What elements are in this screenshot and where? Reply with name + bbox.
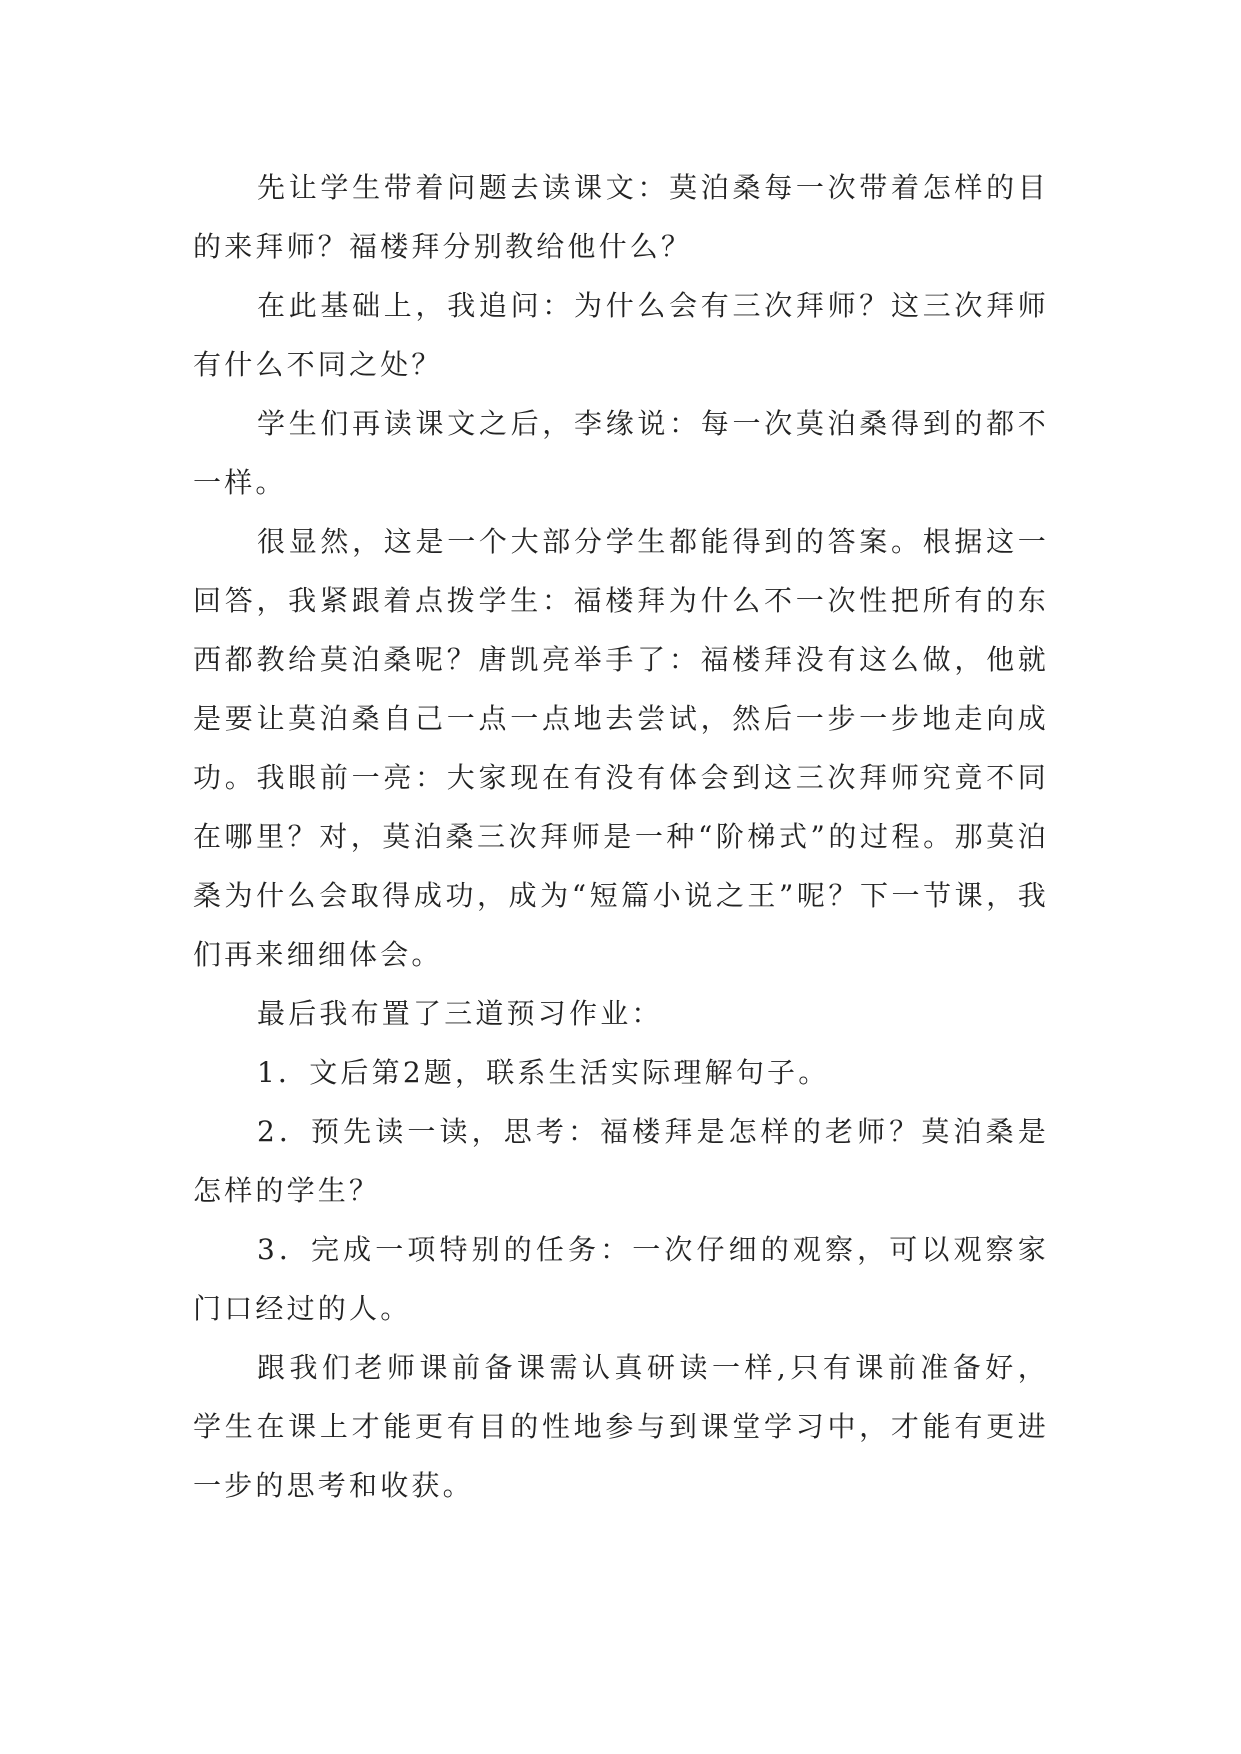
paragraph: 学生们再读课文之后，李缘说：每一次莫泊桑得到的都不一样。 (193, 407, 1049, 499)
paragraph: 跟我们老师课前备课需认真研读一样,只有课前准备好，学生在课上才能更有目的性地参与到课堂学习中，才能有更进一步的思考和收获。 (193, 1351, 1049, 1502)
paragraph: 最后我布置了三道预习作业： (257, 997, 663, 1030)
paragraph: 先让学生带着问题去读课文：莫泊桑每一次带着怎样的目的来拜师？福楼拜分别教给他什么？ (193, 171, 1049, 263)
homework-item: 3．完成一项特别的任务：一次仔细的观察，可以观察家门口经过的人。 (193, 1233, 1049, 1325)
paragraph: 很显然，这是一个大部分学生都能得到的答案。根据这一回答，我紧跟着点拨学生：福楼拜为什么不一次性把所有的东西都教给莫泊桑呢？唐凯亮举手了：福楼拜没有这么做，他就是要让莫泊桑自己一点一点地去尝试，然后一步一步地走向成功。我眼前一亮：大家现在有没有体会到这三次拜师究竟不同在哪里？对，莫泊桑三次拜师是一种“阶梯式”的过程。那莫泊桑为什么会取得成功，成为“短篇小说之王”呢？下一节课，我们再来细细体会。 (193, 525, 1049, 971)
document-body (193, 158, 1049, 1515)
homework-item: 1．文后第2题，联系生活实际理解句子。 (257, 1056, 830, 1089)
homework-item: 2．预先读一读，思考：福楼拜是怎样的老师？莫泊桑是怎样的学生？ (193, 1115, 1049, 1207)
paragraph: 在此基础上，我追问：为什么会有三次拜师？这三次拜师有什么不同之处？ (193, 289, 1049, 381)
